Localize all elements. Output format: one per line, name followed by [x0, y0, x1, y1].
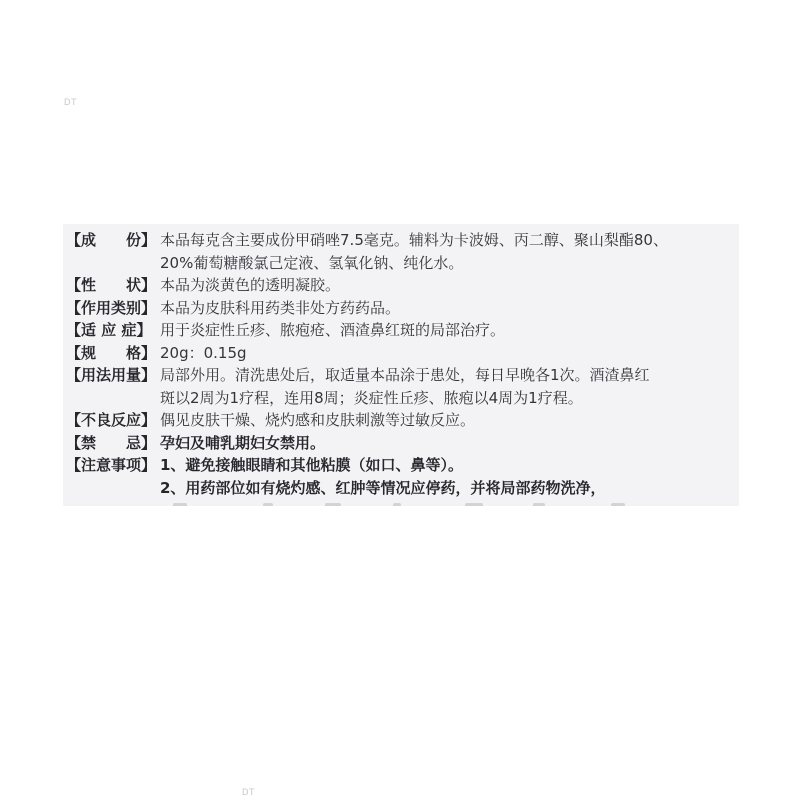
watermark-bottom: DT: [242, 787, 255, 797]
ingredients-label: 【成 份】: [66, 231, 157, 249]
dosage-text: [160, 364, 739, 409]
row-precautions: [66, 454, 739, 499]
ingredients-line-1: 本品每克含主要成份甲硝唑7.5毫克。辅料为卡波姆、丙二醇、聚山梨酯80、: [160, 231, 668, 249]
dosage-line-2: 斑以2周为1疗程，连用8周；炎症性丘疹、脓疱以4周为1疗程。: [160, 388, 583, 407]
category-text: [160, 297, 739, 320]
appearance-label: 【性 状】: [66, 276, 157, 294]
row-ingredients: [66, 229, 739, 274]
row-contraindications: [66, 432, 739, 455]
specification-line-1: 20g：0.15g: [160, 343, 247, 362]
cut-off-text-bottom: [63, 503, 739, 506]
row-adverse: [66, 409, 739, 432]
drug-label-section: [63, 224, 739, 506]
precautions-line-1: 1、避免接触眼睛和其他粘膜（如口、鼻等）。: [160, 456, 463, 474]
ingredients-text: [160, 229, 739, 274]
specification-label: 【规 格】: [66, 343, 157, 362]
contraindications-label: 【禁 忌】: [66, 433, 157, 452]
category-line-1: 本品为皮肤科用药类非处方药药品。: [160, 298, 401, 317]
appearance-text: [160, 274, 739, 297]
precautions-text: [160, 454, 739, 499]
contraindications-line-1: 孕妇及哺乳期妇女禁用。: [160, 433, 326, 452]
indications-line-1: 用于炎症性丘疹、脓疱疮、酒渣鼻红斑的局部治疗。: [160, 321, 506, 339]
row-dosage: [66, 364, 739, 409]
ingredients-line-2: 20%葡萄糖酸氯己定液、氢氧化钠、纯化水。: [160, 253, 464, 272]
adverse-label: 【不良反应】: [66, 411, 157, 429]
row-specification: [66, 342, 739, 365]
appearance-line-1: 本品为淡黄色的透明凝胶。: [160, 276, 341, 294]
dosage-label: 【用法用量】: [66, 366, 157, 384]
indications-text: [160, 319, 739, 342]
specification-text: [160, 342, 739, 365]
row-indications: [66, 319, 739, 342]
adverse-text: [160, 409, 739, 432]
row-appearance: [66, 274, 739, 297]
indications-label: 【适 应 症】: [66, 321, 152, 339]
adverse-line-1: 偶见皮肤干燥、烧灼感和皮肤刺激等过敏反应。: [160, 411, 476, 429]
row-category: [66, 297, 739, 320]
precautions-line-2: 2、用药部位如有烧灼感、红肿等情况应停药，并将局部药物洗净，: [160, 478, 606, 497]
label-rows: [66, 229, 739, 499]
dosage-line-1: 局部外用。清洗患处后，取适量本品涂于患处，每日早晚各1次。酒渣鼻红: [160, 366, 650, 384]
watermark-top: DT: [64, 97, 77, 107]
precautions-label: 【注意事项】: [66, 456, 157, 474]
category-label: 【作用类别】: [66, 298, 157, 317]
contraindications-text: [160, 432, 739, 455]
